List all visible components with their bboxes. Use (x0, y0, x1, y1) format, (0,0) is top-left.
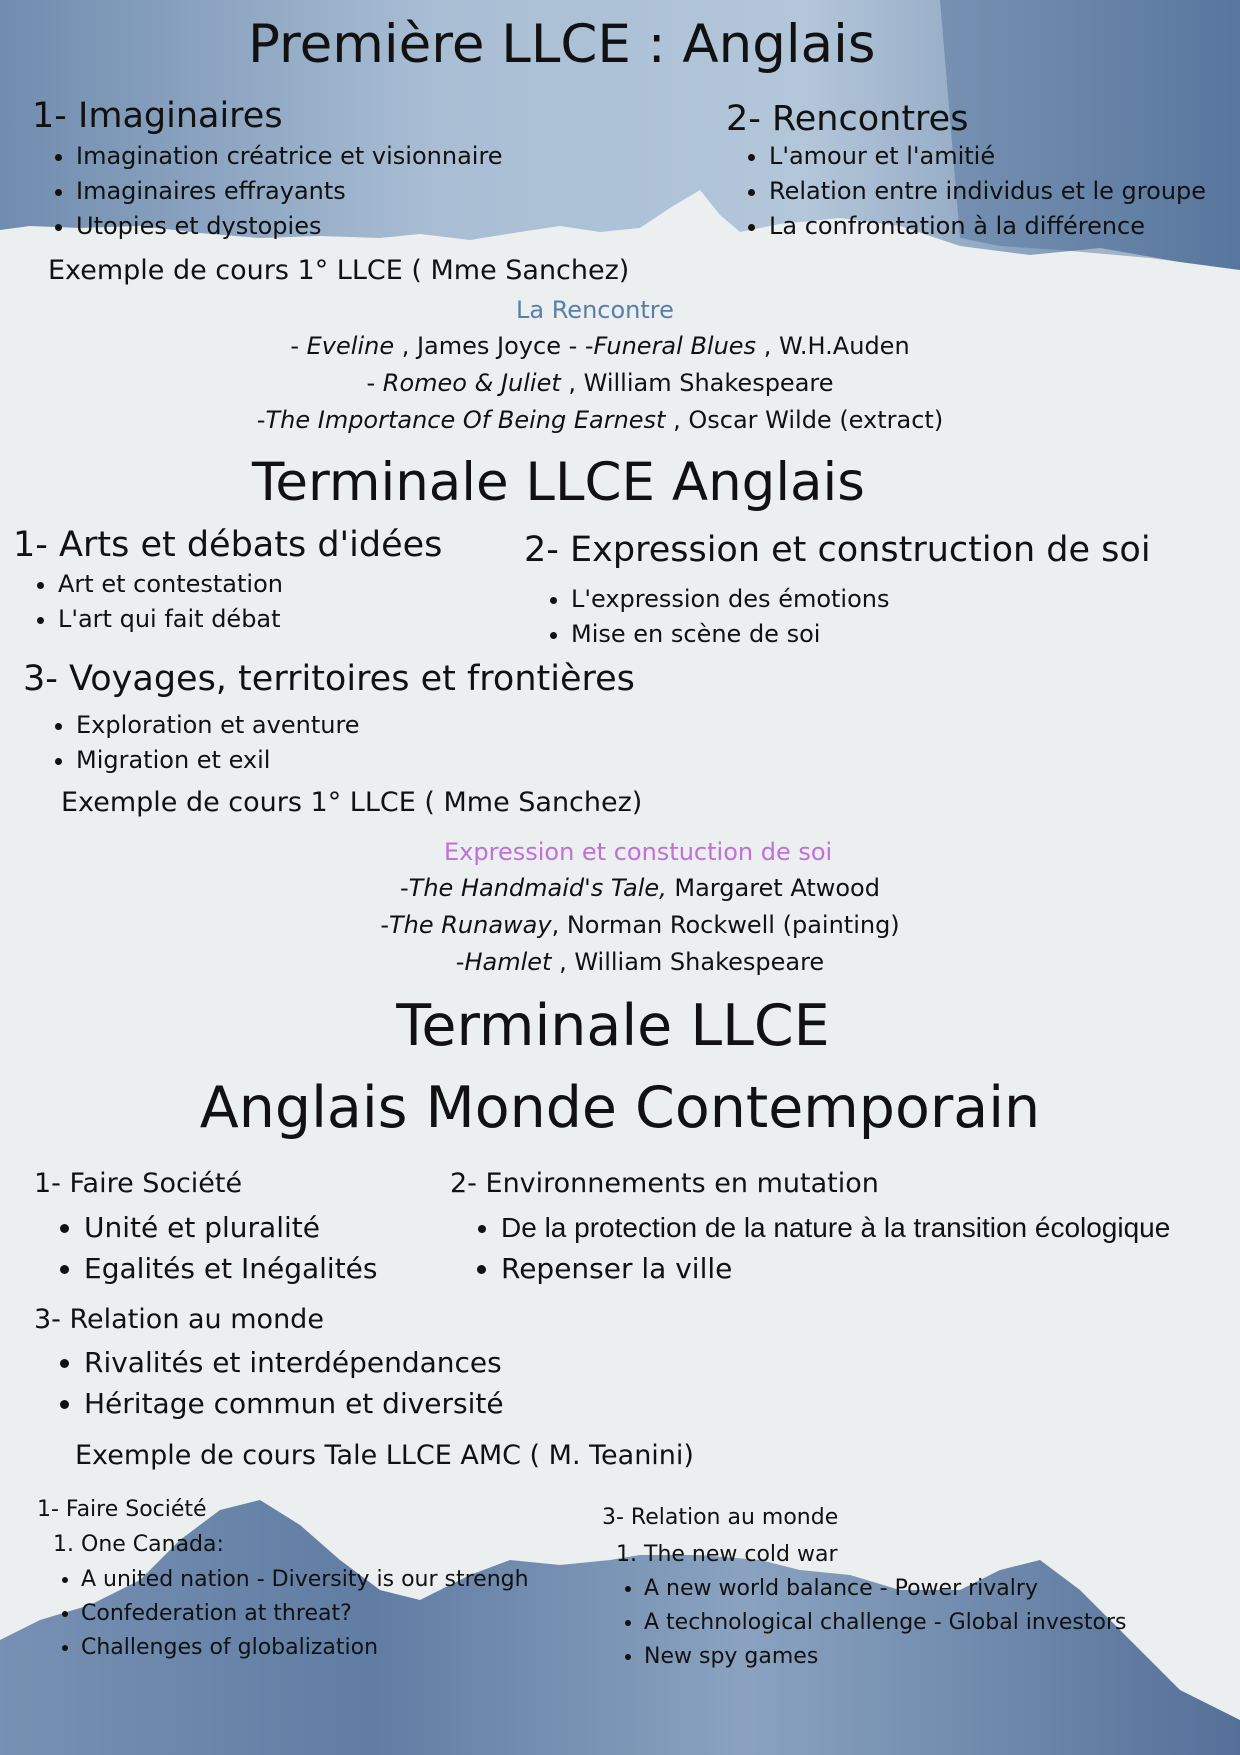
terminale-theme3-title: 3- Voyages, territoires et frontières (23, 659, 635, 699)
list-item: • Imagination créatrice et visionnaire (76, 139, 503, 174)
list-item: • Challenges of globalization (81, 1631, 529, 1665)
list-item: • Egalités et Inégalités (84, 1248, 378, 1289)
terminale-theme2-list (527, 582, 890, 652)
list-item: • L'expression des émotions (571, 582, 890, 617)
terminale-ref-1: -The Handmaid's Tale, Margaret Atwood (400, 874, 880, 902)
list-item: • Unité et pluralité (84, 1207, 378, 1248)
terminale-theme1-title: 1- Arts et débats d'idées (13, 525, 443, 565)
premiere-example-heading: La Rencontre (516, 296, 674, 324)
list-item: • L'amour et l'amitié (769, 139, 1206, 174)
amc-col1-list (37, 1563, 529, 1665)
list-item: • Imaginaires effrayants (76, 174, 503, 209)
terminale-ref-2: -The Runaway, Norman Rockwell (painting) (380, 911, 900, 939)
amc-col2-title: 3- Relation au monde (602, 1505, 839, 1530)
list-item: • De la protection de la nature à la transition écologique (501, 1207, 1170, 1248)
list-item: • Rivalités et interdépendances (84, 1342, 504, 1383)
premiere-ref-1: - Eveline , James Joyce - -Funeral Blues , W.H.Auden (290, 332, 910, 360)
amc-theme1-list (40, 1207, 378, 1289)
premiere-theme1-list (32, 139, 503, 244)
premiere-title: Première LLCE : Anglais (248, 14, 876, 75)
list-item: 1. The new cold war (644, 1538, 838, 1572)
list-item: • New spy games (644, 1640, 1126, 1674)
list-item: • L'art qui fait débat (58, 602, 283, 637)
amc-col2-list (600, 1572, 1126, 1674)
list-item: • A technological challenge - Global investors (644, 1606, 1126, 1640)
list-item: • Mise en scène de soi (571, 617, 890, 652)
premiere-theme2-list (725, 139, 1206, 244)
terminale-theme2-title: 2- Expression et construction de soi (524, 530, 1151, 570)
amc-theme1-title: 1- Faire Société (34, 1168, 243, 1199)
terminale-example-heading: Expression et constuction de soi (444, 838, 833, 866)
amc-theme3-list (40, 1342, 504, 1424)
amc-theme2-list (457, 1207, 1170, 1289)
list-item: • Confederation at threat? (81, 1597, 529, 1631)
amc-col2-numbered (600, 1538, 838, 1572)
terminale-example-label: Exemple de cours 1° LLCE ( Mme Sanchez) (61, 787, 643, 818)
amc-title-line2: Anglais Monde Contemporain (199, 1075, 1041, 1141)
amc-theme3-title: 3- Relation au monde (34, 1304, 324, 1335)
terminale-theme1-list (14, 567, 283, 637)
amc-example-label: Exemple de cours Tale LLCE AMC ( M. Teanini) (75, 1440, 694, 1471)
terminale-ref-3: -Hamlet , William Shakespeare (455, 948, 825, 976)
amc-title-line1: Terminale LLCE (396, 993, 830, 1059)
list-item: • Migration et exil (76, 743, 360, 778)
list-item: 1. One Canada: (81, 1528, 224, 1562)
list-item: • Art et contestation (58, 567, 283, 602)
list-item: • A new world balance - Power rivalry (644, 1572, 1126, 1606)
amc-col1-title: 1- Faire Société (37, 1497, 207, 1522)
premiere-ref-2: - Romeo & Juliet , William Shakespeare (366, 369, 834, 397)
terminale-theme3-list (32, 708, 360, 778)
premiere-ref-3: -The Importance Of Being Earnest , Oscar Wilde (extract) (256, 406, 944, 434)
list-item: • Relation entre individus et le groupe (769, 174, 1206, 209)
premiere-theme2-title: 2- Rencontres (726, 99, 969, 139)
list-item: • La confrontation à la différence (769, 209, 1206, 244)
premiere-theme1-title: 1- Imaginaires (32, 96, 283, 136)
list-item: • A united nation - Diversity is our strengh (81, 1563, 529, 1597)
list-item: • Utopies et dystopies (76, 209, 503, 244)
amc-col1-numbered (37, 1528, 224, 1562)
list-item: • Repenser la ville (501, 1248, 1170, 1289)
list-item: • Héritage commun et diversité (84, 1383, 504, 1424)
premiere-example-label: Exemple de cours 1° LLCE ( Mme Sanchez) (48, 255, 630, 286)
list-item: • Exploration et aventure (76, 708, 360, 743)
terminale-title: Terminale LLCE Anglais (252, 452, 865, 513)
amc-theme2-title: 2- Environnements en mutation (450, 1168, 879, 1199)
